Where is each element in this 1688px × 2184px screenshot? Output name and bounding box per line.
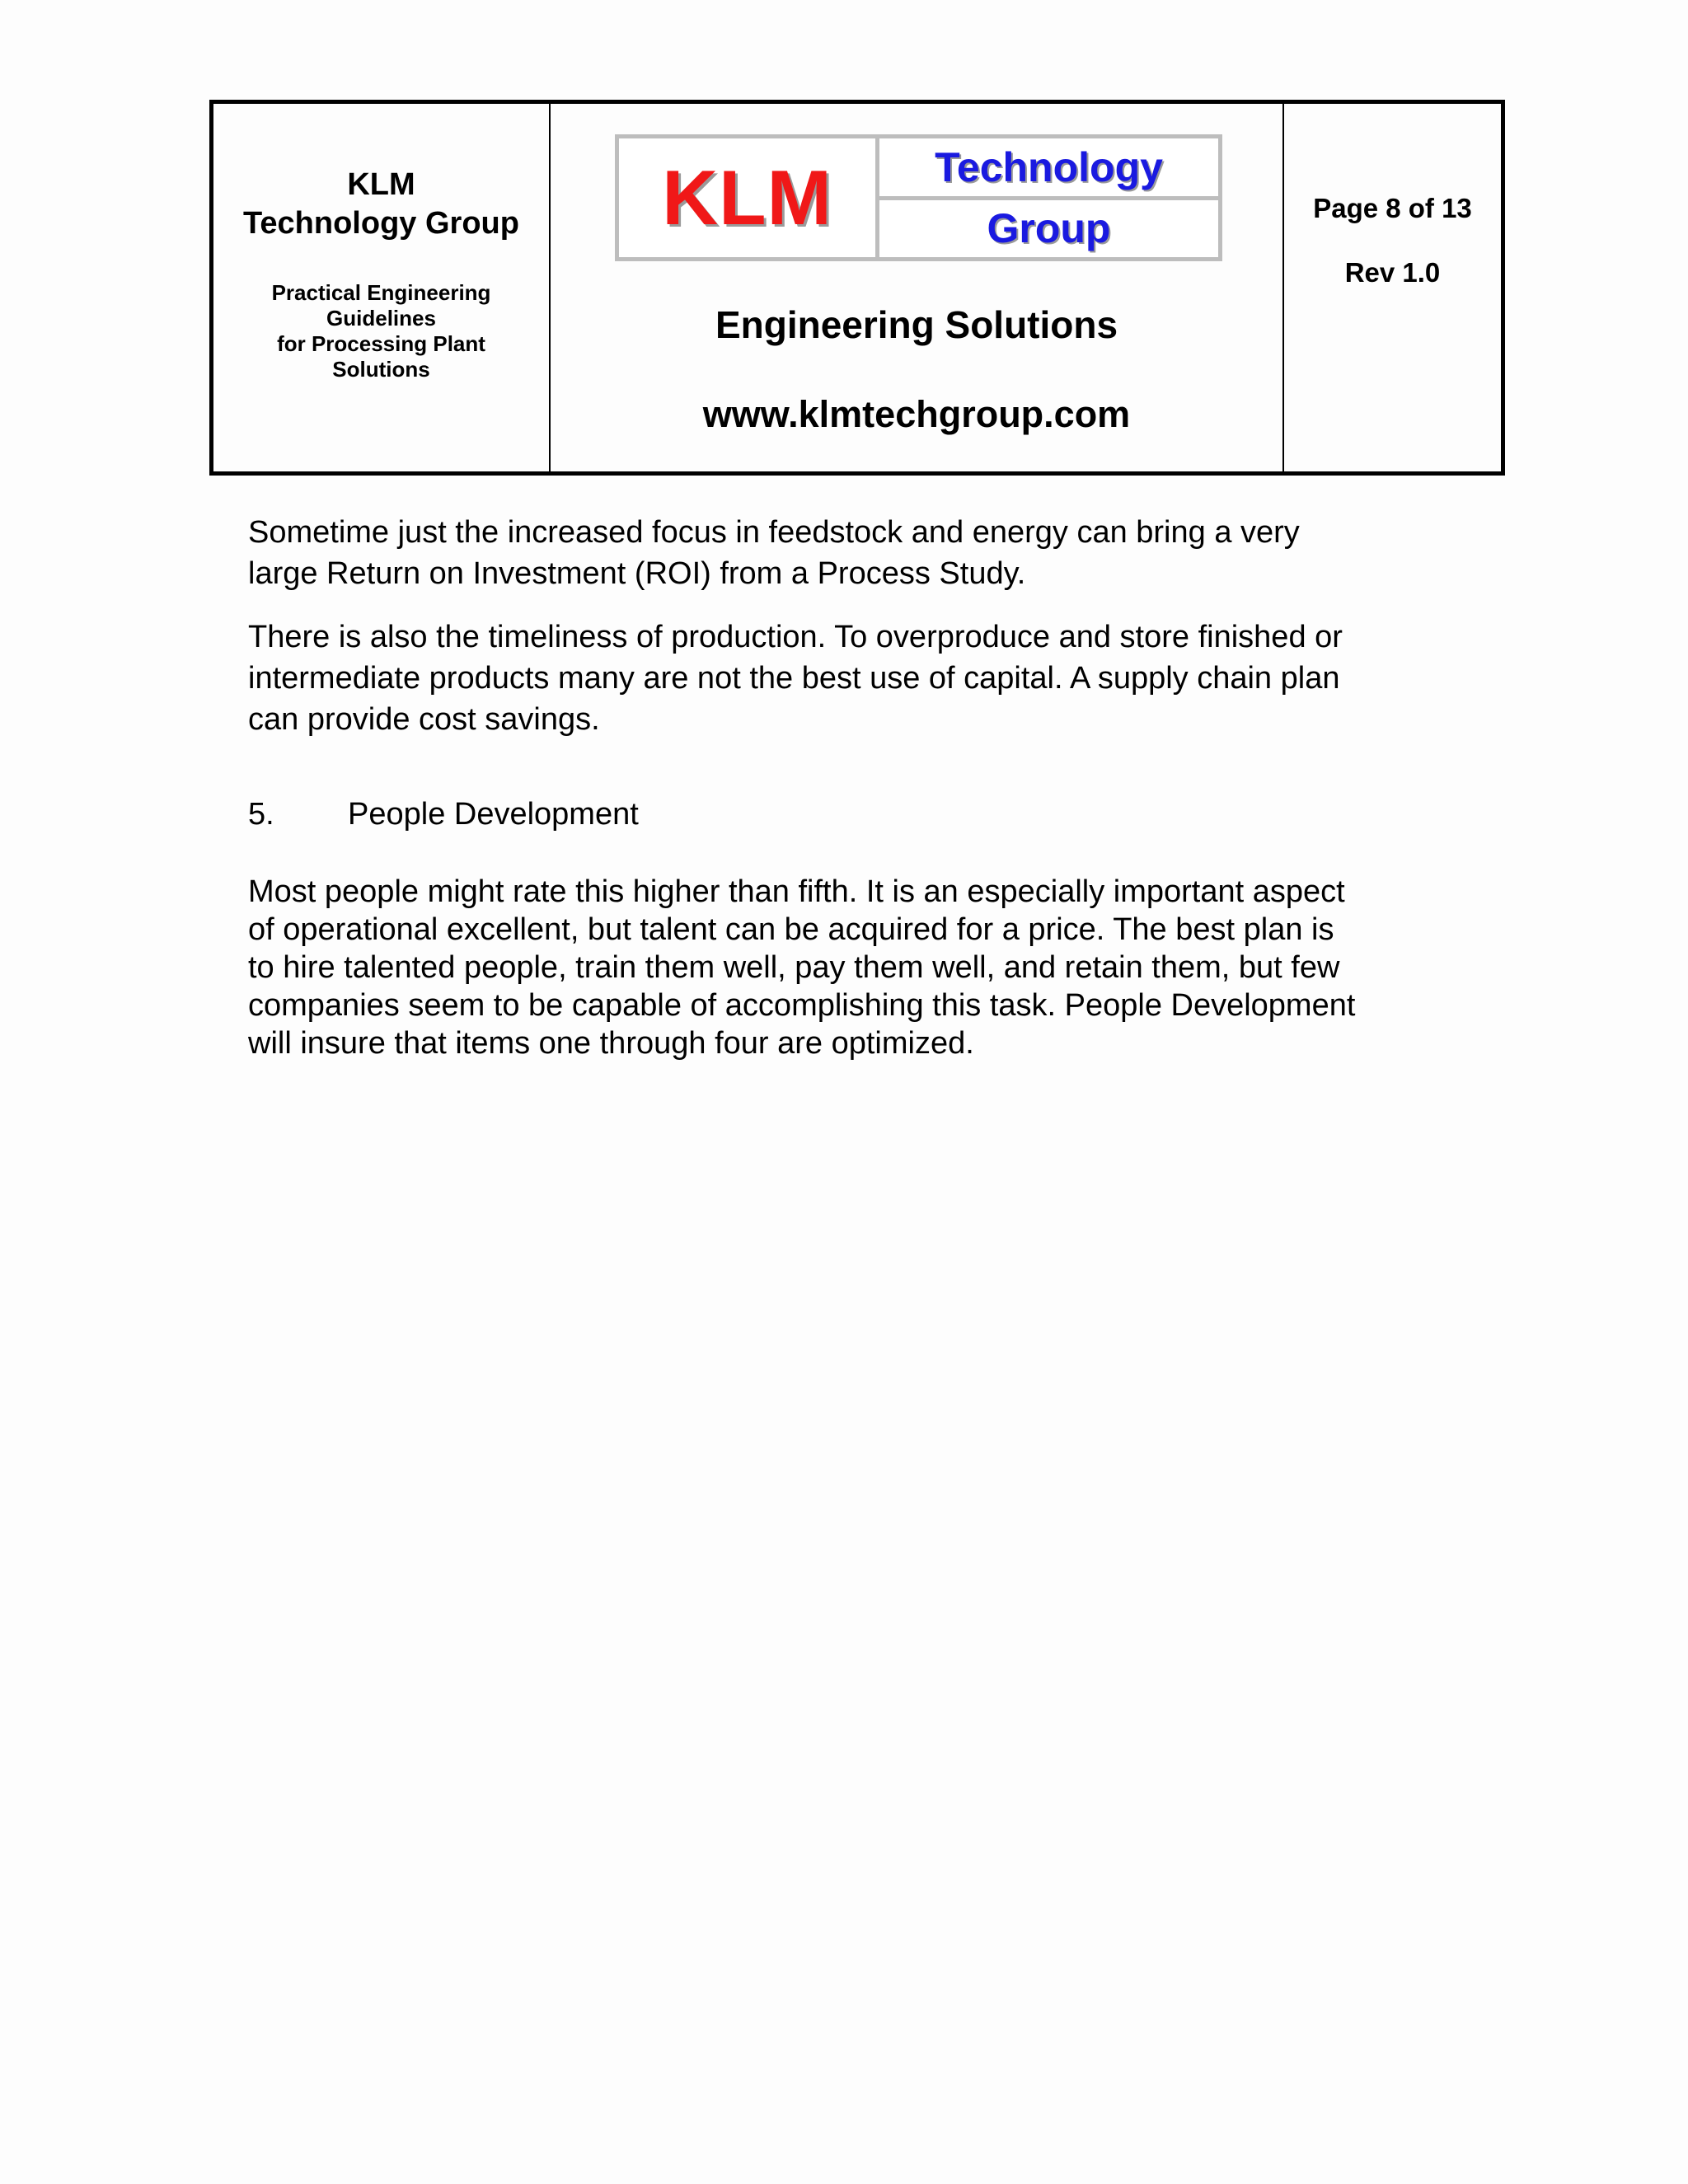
- paragraph-line: of operational excellent, but talent can be acquired for a price. The best plan is: [248, 912, 1334, 947]
- paragraph-line: Sometime just the increased focus in feedstock and energy can bring a very: [248, 515, 1300, 550]
- paragraph-line: Most people might rate this higher than fifth. It is an especially important aspect: [248, 874, 1345, 909]
- revision-number: Rev 1.0: [1344, 257, 1441, 288]
- logo-group-text: Group: [987, 205, 1111, 252]
- paragraph-line: will insure that items one through four are optimized.: [248, 1026, 974, 1061]
- header-right-cell: [1284, 104, 1501, 471]
- company-name: [213, 166, 549, 243]
- website-url: www.klmtechgroup.com: [702, 393, 1131, 435]
- guideline-line1: Practical Engineering: [271, 280, 491, 305]
- header-middle-cell: [551, 104, 1284, 471]
- paragraph-production: [248, 616, 1343, 740]
- paragraph-line: large Return on Investment (ROI) from a Process Study.: [248, 556, 1026, 591]
- company-name-line2: Technology Group: [243, 206, 519, 241]
- header-left-cell: [213, 104, 551, 471]
- paragraph-roi: [248, 512, 1300, 594]
- paragraph-people: [248, 873, 1355, 1062]
- page-number: Page 8 of 13: [1313, 193, 1472, 223]
- guideline-line3: for Processing Plant: [277, 331, 485, 356]
- paragraph-line: companies seem to be capable of accomplishing this task. People Development: [248, 988, 1356, 1023]
- paragraph-line: can provide cost savings.: [248, 702, 600, 737]
- paragraph-line: There is also the timeliness of production. To overproduce and store finished or: [248, 620, 1343, 654]
- guideline-line4: Solutions: [332, 357, 430, 382]
- tagline: Engineering Solutions: [715, 303, 1118, 346]
- document-header: [209, 100, 1505, 476]
- logo-technology-text: Technology: [879, 138, 1218, 200]
- section-title: People Development: [348, 797, 639, 832]
- guideline-line2: Guidelines: [326, 306, 436, 330]
- klm-logo: [615, 134, 1222, 261]
- paragraph-line: intermediate products many are not the best use of capital. A supply chain plan: [248, 661, 1340, 696]
- logo-right-panel: [879, 138, 1218, 257]
- company-name-line1: KLM: [347, 167, 415, 202]
- guideline-title: [213, 280, 549, 382]
- section-number: 5.: [248, 797, 274, 832]
- section-heading: [248, 797, 639, 832]
- logo-klm-text: KLM: [619, 138, 879, 257]
- paragraph-line: to hire talented people, train them well, pay them well, and retain them, but few: [248, 950, 1340, 985]
